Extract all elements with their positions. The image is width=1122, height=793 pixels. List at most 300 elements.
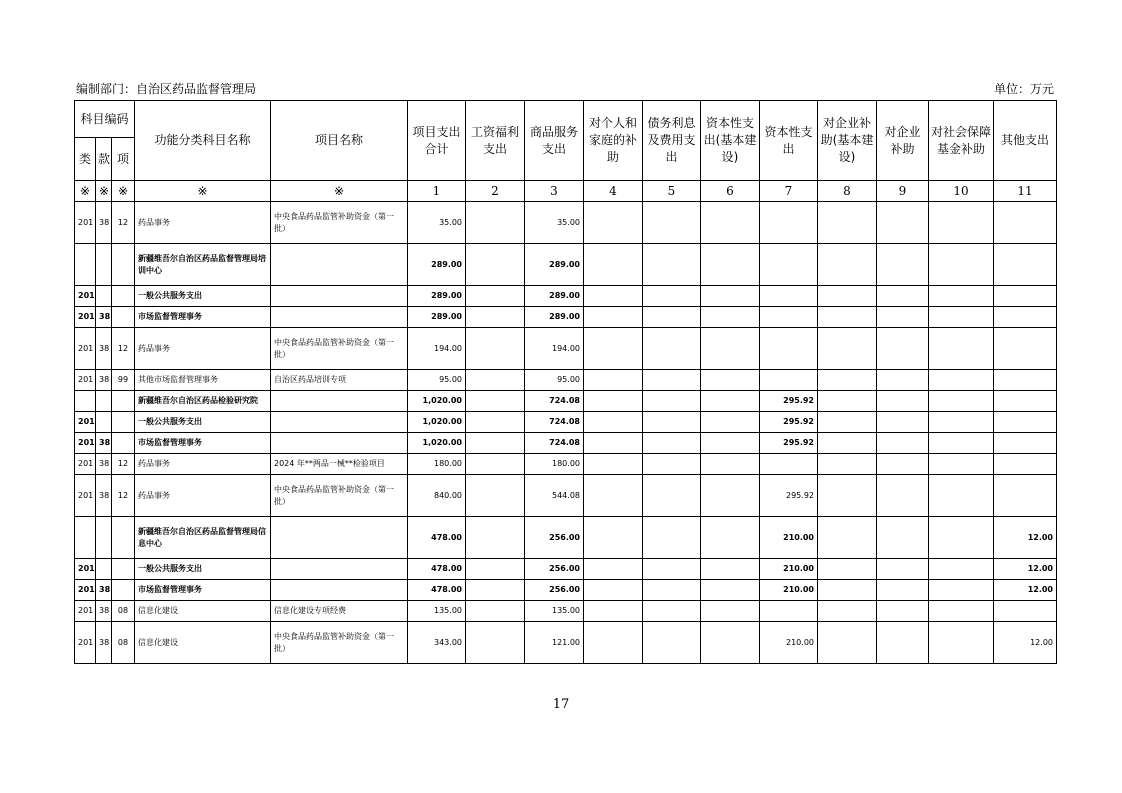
col9-cell [877,622,929,664]
col7-cell: 210.00 [760,580,818,601]
col5-cell [643,580,701,601]
proj-name-cell: 中央食品药品监管补助资金（第一批） [271,202,408,244]
col8-cell [818,370,877,391]
col9-cell [877,517,929,559]
col7-cell: 295.92 [760,412,818,433]
col8-cell [818,475,877,517]
col2-cell [466,622,525,664]
table-row [75,433,1057,454]
col7-cell: 295.92 [760,391,818,412]
col11-cell: 12.00 [994,517,1057,559]
col3-cell: 135.00 [525,601,584,622]
col11-cell [994,475,1057,517]
col11-header: 其他支出 [994,101,1057,181]
col9-cell [877,580,929,601]
index-cell: ※ [271,181,408,202]
xiang-cell [112,517,135,559]
col10-cell [929,517,994,559]
col4-cell [584,517,643,559]
col2-cell [466,307,525,328]
col2-cell [466,580,525,601]
index-cell: 11 [994,181,1057,202]
func-name-cell: 新疆维吾尔自治区药品监督管理局培训中心 [135,244,271,286]
col6-cell [701,475,760,517]
col1-cell: 1,020.00 [408,433,466,454]
col4-cell [584,559,643,580]
col5-cell [643,328,701,370]
col10-cell [929,475,994,517]
col5-cell [643,286,701,307]
col5-cell [643,622,701,664]
col2-cell [466,517,525,559]
col6-cell [701,202,760,244]
lei-cell [75,517,96,559]
col6-cell [701,622,760,664]
col10-cell [929,601,994,622]
col10-cell [929,433,994,454]
table-row [75,580,1057,601]
col4-cell [584,244,643,286]
col4-cell [584,202,643,244]
lei-header: 类 [75,138,96,181]
col5-cell [643,601,701,622]
proj-name-cell [271,391,408,412]
unit-label: 单位：万元 [993,82,1054,96]
col7-cell [760,454,818,475]
col10-cell [929,412,994,433]
col11-cell [994,244,1057,286]
col4-cell [584,286,643,307]
col7-cell [760,601,818,622]
col6-cell [701,328,760,370]
col11-cell [994,412,1057,433]
col1-cell: 289.00 [408,307,466,328]
col6-cell [701,307,760,328]
kuan-cell: 38 [96,370,112,391]
col11-cell [994,454,1057,475]
col1-cell: 478.00 [408,517,466,559]
proj-name-cell: 信息化建设专项经费 [271,601,408,622]
kuan-cell: 38 [96,580,112,601]
col3-cell: 724.08 [525,391,584,412]
table-row [75,622,1057,664]
col3-cell: 724.08 [525,412,584,433]
kuan-cell: 38 [96,202,112,244]
col7-cell: 295.92 [760,475,818,517]
col8-cell [818,202,877,244]
col6-cell [701,244,760,286]
col11-cell [994,370,1057,391]
func-name-cell: 药品事务 [135,202,271,244]
col6-cell [701,391,760,412]
col2-cell [466,328,525,370]
col5-cell [643,202,701,244]
col2-cell [466,475,525,517]
col8-cell [818,622,877,664]
func-name-cell: 新疆维吾尔自治区药品监督管理局信息中心 [135,517,271,559]
proj-name-cell [271,412,408,433]
col11-cell [994,328,1057,370]
kuan-cell: 38 [96,622,112,664]
col9-cell [877,454,929,475]
col6-cell [701,601,760,622]
col8-cell [818,517,877,559]
col6-cell [701,454,760,475]
table-row [75,391,1057,412]
func-name-cell: 市场监督管理事务 [135,433,271,454]
col8-cell [818,433,877,454]
col10-cell [929,328,994,370]
xiang-cell [112,433,135,454]
col7-cell: 210.00 [760,559,818,580]
col2-cell [466,391,525,412]
lei-cell: 201 [75,286,96,307]
col5-cell [643,475,701,517]
col9-cell [877,370,929,391]
kuan-cell [96,286,112,307]
col2-cell [466,559,525,580]
col4-header: 对个人和家庭的补助 [584,101,643,181]
col2-header: 工资福利支出 [466,101,525,181]
col8-cell [818,391,877,412]
kuan-cell: 38 [96,307,112,328]
col1-cell: 194.00 [408,328,466,370]
col3-cell: 289.00 [525,244,584,286]
proj-name-cell [271,580,408,601]
lei-cell: 201 [75,202,96,244]
kuan-cell: 38 [96,454,112,475]
col9-cell [877,391,929,412]
table-row [75,202,1057,244]
col6-cell [701,370,760,391]
func-name-cell: 其他市场监督管理事务 [135,370,271,391]
index-cell: ※ [75,181,96,202]
table-row [75,454,1057,475]
func-name-cell: 市场监督管理事务 [135,580,271,601]
func-name-cell: 药品事务 [135,454,271,475]
func-name-cell: 药品事务 [135,475,271,517]
col3-cell: 180.00 [525,454,584,475]
table-row [75,559,1057,580]
lei-cell: 201 [75,433,96,454]
proj-name-cell [271,244,408,286]
col1-cell: 478.00 [408,559,466,580]
col3-cell: 256.00 [525,580,584,601]
index-cell: 6 [701,181,760,202]
col1-cell: 135.00 [408,601,466,622]
col10-cell [929,244,994,286]
col9-cell [877,412,929,433]
col9-cell [877,475,929,517]
kuan-cell [96,391,112,412]
func-name-cell: 一般公共服务支出 [135,412,271,433]
index-cell: ※ [96,181,112,202]
col8-cell [818,601,877,622]
col11-cell: 12.00 [994,622,1057,664]
col9-header: 对企业补助 [877,101,929,181]
col4-cell [584,601,643,622]
lei-cell: 201 [75,601,96,622]
col7-cell [760,370,818,391]
func-name-cell: 一般公共服务支出 [135,286,271,307]
col9-cell [877,328,929,370]
kuan-cell: 38 [96,475,112,517]
col2-cell [466,601,525,622]
col10-cell [929,580,994,601]
table-row [75,244,1057,286]
col3-header: 商品服务支出 [525,101,584,181]
col8-cell [818,454,877,475]
lei-cell: 201 [75,622,96,664]
col4-cell [584,328,643,370]
proj-name-cell [271,307,408,328]
index-cell: 2 [466,181,525,202]
col10-cell [929,559,994,580]
col10-header: 对社会保障基金补助 [929,101,994,181]
xiang-cell: 08 [112,601,135,622]
col10-cell [929,622,994,664]
table-row [75,328,1057,370]
col4-cell [584,433,643,454]
proj-name-cell: 中央食品药品监管补助资金（第一批） [271,475,408,517]
col10-cell [929,286,994,307]
col4-cell [584,370,643,391]
lei-cell: 201 [75,475,96,517]
col11-cell [994,391,1057,412]
col3-cell: 194.00 [525,328,584,370]
col2-cell [466,454,525,475]
index-cell: ※ [135,181,271,202]
col2-cell [466,286,525,307]
lei-cell [75,244,96,286]
col10-cell [929,202,994,244]
budget-table [74,100,1057,664]
table-row [75,412,1057,433]
kuan-cell [96,517,112,559]
table-row [75,475,1057,517]
col4-cell [584,580,643,601]
col1-cell: 289.00 [408,286,466,307]
kuan-cell [96,244,112,286]
col1-cell: 1,020.00 [408,391,466,412]
col6-cell [701,433,760,454]
col1-cell: 840.00 [408,475,466,517]
xiang-cell [112,580,135,601]
col11-cell [994,307,1057,328]
index-cell: ※ [112,181,135,202]
proj-name-cell: 自治区药品培训专项 [271,370,408,391]
col8-cell [818,307,877,328]
index-cell: 1 [408,181,466,202]
col2-cell [466,370,525,391]
col9-cell [877,202,929,244]
col6-cell [701,559,760,580]
col6-cell [701,580,760,601]
col5-cell [643,370,701,391]
col8-header: 对企业补助(基本建设) [818,101,877,181]
col10-cell [929,454,994,475]
col7-cell: 210.00 [760,622,818,664]
col10-cell [929,391,994,412]
col11-cell [994,433,1057,454]
col7-header: 资本性支出 [760,101,818,181]
xiang-header: 项 [112,138,135,181]
xiang-cell: 12 [112,454,135,475]
kuan-header: 款 [96,138,112,181]
col9-cell [877,433,929,454]
col5-cell [643,433,701,454]
col3-cell: 724.08 [525,433,584,454]
col10-cell [929,307,994,328]
col1-cell: 289.00 [408,244,466,286]
page-number: 17 [552,697,570,712]
col5-cell [643,244,701,286]
col6-cell [701,412,760,433]
kuan-cell: 38 [96,433,112,454]
col3-cell: 544.08 [525,475,584,517]
xiang-cell: 99 [112,370,135,391]
col7-cell: 210.00 [760,517,818,559]
col4-cell [584,622,643,664]
col8-cell [818,412,877,433]
col9-cell [877,286,929,307]
index-cell: 4 [584,181,643,202]
func-name-header: 功能分类科目名称 [135,101,271,181]
col4-cell [584,391,643,412]
col3-cell: 256.00 [525,517,584,559]
col2-cell [466,433,525,454]
proj-name-cell [271,286,408,307]
col5-cell [643,559,701,580]
col1-cell: 95.00 [408,370,466,391]
lei-cell: 201 [75,307,96,328]
func-name-cell: 新疆维吾尔自治区药品检验研究院 [135,391,271,412]
func-name-cell: 市场监督管理事务 [135,307,271,328]
col8-cell [818,328,877,370]
index-cell: 3 [525,181,584,202]
col2-cell [466,412,525,433]
lei-cell: 201 [75,454,96,475]
xiang-cell: 12 [112,202,135,244]
index-cell: 7 [760,181,818,202]
col1-cell: 478.00 [408,580,466,601]
func-name-cell: 信息化建设 [135,622,271,664]
col6-header: 资本性支出(基本建设) [701,101,760,181]
col4-cell [584,412,643,433]
code-group-header: 科目编码 [75,101,135,138]
col3-cell: 35.00 [525,202,584,244]
lei-cell: 201 [75,412,96,433]
col11-cell [994,202,1057,244]
col8-cell [818,580,877,601]
col5-cell [643,391,701,412]
lei-cell: 201 [75,328,96,370]
index-cell: 5 [643,181,701,202]
col7-cell [760,244,818,286]
func-name-cell: 药品事务 [135,328,271,370]
col5-cell [643,454,701,475]
col9-cell [877,244,929,286]
lei-cell: 201 [75,370,96,391]
index-cell: 9 [877,181,929,202]
proj-name-cell [271,433,408,454]
kuan-cell [96,559,112,580]
col9-cell [877,601,929,622]
col5-cell [643,412,701,433]
xiang-cell: 12 [112,328,135,370]
col10-cell [929,370,994,391]
table-row [75,370,1057,391]
col3-cell: 289.00 [525,307,584,328]
col3-cell: 121.00 [525,622,584,664]
table-row [75,286,1057,307]
col5-header: 债务利息及费用支出 [643,101,701,181]
table-row [75,517,1057,559]
col9-cell [877,559,929,580]
col11-cell: 12.00 [994,559,1057,580]
col7-cell [760,307,818,328]
col11-cell [994,286,1057,307]
xiang-cell [112,286,135,307]
col2-cell [466,202,525,244]
col4-cell [584,475,643,517]
xiang-cell [112,559,135,580]
index-cell: 8 [818,181,877,202]
col7-cell [760,202,818,244]
col7-cell [760,328,818,370]
proj-name-cell [271,559,408,580]
table-row [75,601,1057,622]
proj-name-cell: 中央食品药品监管补助资金（第一批） [271,622,408,664]
col6-cell [701,517,760,559]
func-name-cell: 一般公共服务支出 [135,559,271,580]
col3-cell: 256.00 [525,559,584,580]
proj-name-header: 项目名称 [271,101,408,181]
col3-cell: 95.00 [525,370,584,391]
kuan-cell [96,412,112,433]
lei-cell [75,391,96,412]
col8-cell [818,244,877,286]
kuan-cell: 38 [96,328,112,370]
lei-cell: 201 [75,580,96,601]
col11-cell [994,601,1057,622]
col1-header: 项目支出合计 [408,101,466,181]
col5-cell [643,517,701,559]
xiang-cell: 12 [112,475,135,517]
xiang-cell: 08 [112,622,135,664]
index-row [75,181,1057,202]
xiang-cell [112,391,135,412]
col8-cell [818,559,877,580]
func-name-cell: 信息化建设 [135,601,271,622]
col1-cell: 1,020.00 [408,412,466,433]
col1-cell: 343.00 [408,622,466,664]
xiang-cell [112,307,135,328]
xiang-cell [112,412,135,433]
table-row [75,307,1057,328]
col7-cell [760,286,818,307]
col5-cell [643,307,701,328]
proj-name-cell: 2024 年**两品一械**检验项目 [271,454,408,475]
index-cell: 10 [929,181,994,202]
col8-cell [818,286,877,307]
col6-cell [701,286,760,307]
col7-cell: 295.92 [760,433,818,454]
lei-cell: 201 [75,559,96,580]
col1-cell: 180.00 [408,454,466,475]
proj-name-cell: 中央食品药品监管补助资金（第一批） [271,328,408,370]
col9-cell [877,307,929,328]
